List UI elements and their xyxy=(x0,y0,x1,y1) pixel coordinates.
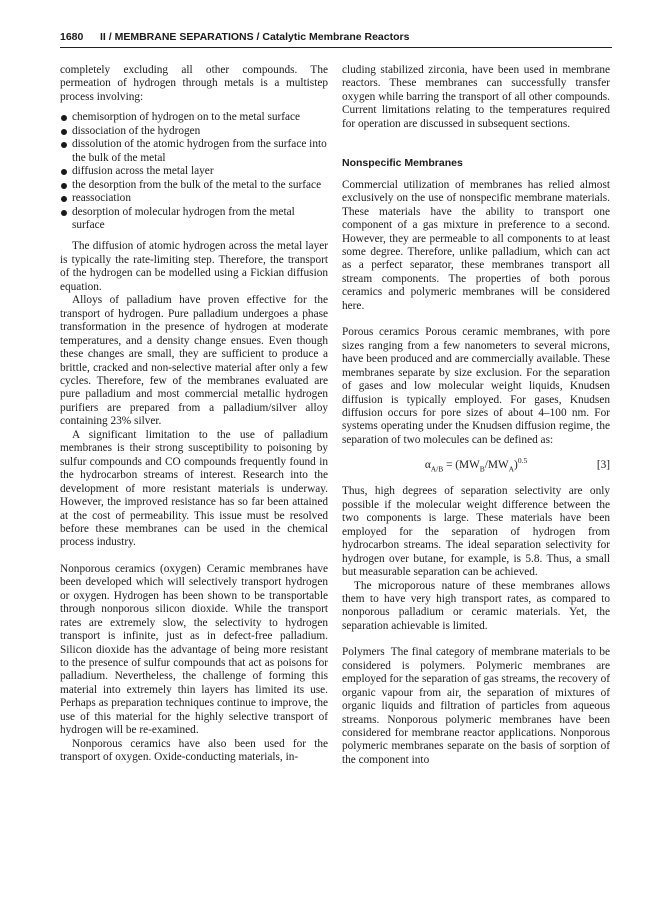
running-title: II / MEMBRANE SEPARATIONS / Catalytic Membrane Reactors xyxy=(100,31,410,43)
section-heading: Nonspecific Membranes xyxy=(342,157,463,170)
eq-exponent: 0.5 xyxy=(517,456,528,466)
paragraph: The microporous nature of these membranes allows them to have very high transport rates, as compared to nonporous palladium or ceramic materials. Yet, the separation achievable is limited. xyxy=(342,579,610,632)
process-step-list xyxy=(60,111,328,232)
paragraph: cluding stabilized zirconia, have been used in membrane reactors. These membranes can successfully transfer oxygen while barring the transport of all other compounds. Current limitations relating to the temperatures required for operation are discussed in subsequent sections. xyxy=(342,64,610,130)
bullet-icon xyxy=(61,210,67,216)
list-item-text: reassociation xyxy=(72,192,131,205)
paragraph: The diffusion of atomic hydrogen across the metal layer is typically the rate-limiting step. Therefore, the transport of the hydrogen can be modelled using a Fickian diffusion equation. xyxy=(60,240,328,293)
subsection-title: Nonporous ceramics (oxygen) xyxy=(60,562,201,575)
list-item xyxy=(60,192,328,205)
paragraph: Commercial utilization of membranes has relied almost exclusively on the use of nonspecific membrane materials. These materials have the ability to transport one component of a gas mixture in preference to a second. However, they are permeable to all components to at least some degree. Therefore, unlike palladium, which can act as a perfect separator, these membranes transport all stream components. The properties of both porous ceramics and polymeric membranes will be considered here. xyxy=(342,178,610,312)
paragraph-porous-ceramics xyxy=(342,326,610,447)
paragraph: Thus, high degrees of separation selectivity are only possible if the molecular weight difference between the two components is large. These materials have been employed for the separation of hydrogen from hydrocarbon streams. The ideal separation selectivity for hydrogen over butane, for example, is 5.8. Thus, a small but measurable separation can be achieved. xyxy=(342,485,610,579)
subsection-title: Polymers xyxy=(342,646,385,659)
paragraph-nonporous-ceramics xyxy=(60,563,328,738)
subsection-title: Porous ceramics xyxy=(342,326,420,339)
list-item-text: desorption of molecular hydrogen from the metal surface xyxy=(72,205,295,231)
left-column xyxy=(60,64,328,765)
bullet-icon xyxy=(61,183,67,189)
equation xyxy=(342,453,610,479)
list-item-text: chemisorption of hydrogen on to the metal surface xyxy=(72,111,301,124)
list-item xyxy=(60,125,328,138)
list-item-text: dissociation of the hydrogen xyxy=(72,124,201,137)
spacer xyxy=(342,131,610,144)
bullet-icon xyxy=(61,115,67,121)
bullet-icon xyxy=(61,196,67,202)
spacer xyxy=(60,550,328,563)
spacer xyxy=(342,144,610,157)
spacer xyxy=(342,633,610,646)
running-header xyxy=(60,31,612,48)
list-item-text: the desorption from the bulk of the metal to the surface xyxy=(72,178,322,191)
spacer xyxy=(342,313,610,326)
list-item xyxy=(60,206,328,233)
paragraph: A significant limitation to the use of palladium membranes is their strong susceptibility to poisoning by sulfur compounds and CO compounds frequently found in the hydrocarbon streams of interest. Research into the development of more resistant materials is underway. However, the improved resistance has so far been attained at the cost of permeability. This issue must be resolved before these membranes can be used in the chemical process industry. xyxy=(60,428,328,549)
paragraph: Nonporous ceramics have also been used for the transport of oxygen. Oxide-conducting materials, in- xyxy=(60,737,328,764)
paragraph: completely excluding all other compounds. The permeation of hydrogen through metals is a multistep process involving: xyxy=(60,64,328,103)
eq-text: /MW xyxy=(484,459,509,472)
equation-number: [3] xyxy=(596,459,610,472)
paragraph: Alloys of palladium have proven effective for the transport of hydrogen. Pure palladium undergoes a phase transformation in the presence of hydrogen at moderate temperatures, and a density change ensues. Even though these changes are small, they are sufficient to produce a brittle, cracked and non-selective material after only a few cycles. Therefore, few of the membranes evaluated are pure palladium and most commercial metallic hydrogen purifiers are prepared from a palladium/silver alloy containing 23% silver. xyxy=(60,294,328,428)
equation-expression xyxy=(342,456,610,474)
list-item xyxy=(60,138,328,165)
list-item xyxy=(60,111,328,124)
right-column xyxy=(342,64,610,767)
paragraph-polymers xyxy=(342,646,610,767)
paragraph-text: The final category of membrane materials to be considered is polymers. Polymeric membranes are employed for the separation of gas streams, the recovery of organic vapour from air, the separation of mixtures of organic liquids and filtration of particles from aqueous streams. Nonporous polymeric membranes have been considered for membrane reactor applications. Nonporous polymeric membranes separate on the basis of sorption of the component into xyxy=(342,646,610,766)
eq-alpha: α xyxy=(424,459,431,472)
list-item xyxy=(60,179,328,192)
list-item-text: dissolution of the atomic hydrogen from the surface into the bulk of the metal xyxy=(72,138,327,164)
eq-text: = (MW xyxy=(443,459,480,472)
eq-subscript: A/B xyxy=(430,464,444,474)
list-item-text: diffusion across the metal layer xyxy=(72,165,214,178)
eq-text: ) xyxy=(514,459,518,472)
bullet-icon xyxy=(61,169,67,175)
page-number: 1680 xyxy=(60,31,84,43)
eq-subscript: A xyxy=(508,464,515,474)
eq-subscript: B xyxy=(479,464,485,474)
paragraph-text: Ceramic membranes have been developed which will selectively transport hydrogen or oxygen. Hydrogen has been shown to be transportable through nonporous silicon dioxide. While the transport rates are extremely slow, the selectivity to hydrogen transport is infinite, just as in defect-free palladium. Silicon dioxide has the advantage of being more resistant to the presence of sulfur compounds that act as poisons for palladium. Nevertheless, the challenge of forming this material into extremely thin layers has limited its use. Perhaps as preparation techniques continue to improve, the use of this material for the highly selective transport of hydrogen will be re-examined. xyxy=(60,562,328,737)
paragraph-text: Porous ceramic membranes, with pore sizes ranging from a few nanometers to several microns, have been produced and are commercially available. These membranes separate by size exclusion. For the separation of gases and low molecular weight liquids, Knudsen diffusion is typically employed. For gases, Knudsen diffusion occurs for pore sizes of about 4–100 nm. For systems operating under the Knudsen diffusion regime, the separation of two molecules can be defined as: xyxy=(342,326,610,446)
list-item xyxy=(60,165,328,178)
bullet-icon xyxy=(61,142,67,148)
bullet-icon xyxy=(61,129,67,135)
